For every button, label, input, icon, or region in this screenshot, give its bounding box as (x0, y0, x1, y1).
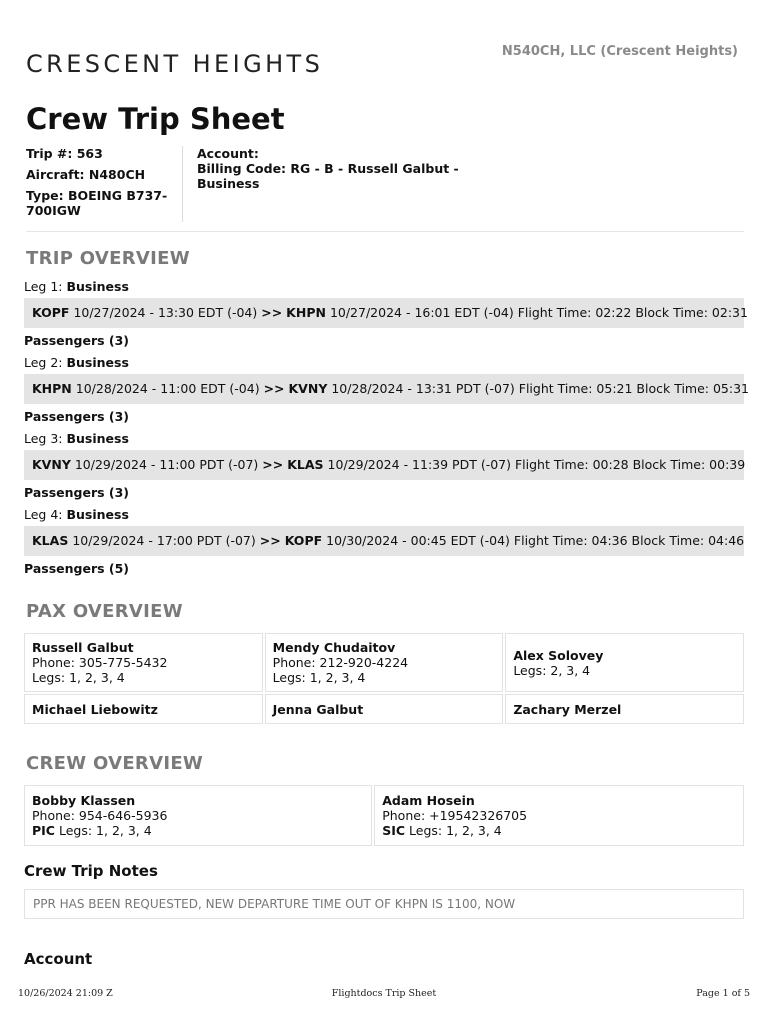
footer-title: Flightdocs Trip Sheet (331, 988, 437, 999)
leg-label: Leg 1: Business (24, 279, 129, 294)
pax-overview-title: PAX OVERVIEW (26, 601, 183, 622)
leg-label: Leg 4: Business (24, 507, 129, 522)
pax-name: Zachary Merzel (513, 701, 622, 717)
crew-overview-title: CREW OVERVIEW (26, 753, 204, 774)
pax-phone: Phone: 305-775-5432 (32, 655, 168, 670)
pax-card (24, 633, 263, 692)
leg-passengers[interactable]: Passengers (5) (24, 561, 130, 576)
pax-name: Russell Galbut (32, 640, 134, 655)
account-label: Account: (197, 146, 259, 161)
account-section-title: Account (24, 950, 93, 968)
pax-name: Michael Liebowitz (32, 701, 158, 717)
crew-card (24, 785, 372, 846)
crew-notes-title: Crew Trip Notes (24, 862, 158, 880)
crew-phone: Phone: 954-646-5936 (32, 808, 168, 823)
crew-role-legs: SIC Legs: 1, 2, 3, 4 (382, 823, 502, 838)
trip-info-block (26, 146, 744, 232)
pax-card (505, 633, 744, 692)
pax-card (505, 694, 744, 724)
trip-overview-title: TRIP OVERVIEW (26, 248, 190, 269)
billing-code: Billing Code: RG - B - Russell Galbut - Business (197, 161, 459, 191)
crew-phone: Phone: +19542326705 (382, 808, 528, 823)
pax-card (265, 694, 504, 724)
crew-card (374, 785, 744, 846)
leg-passengers[interactable]: Passengers (3) (24, 485, 130, 500)
trip-number: Trip #: 563 (26, 146, 103, 161)
aircraft-type: Type: BOEING B737- 700IGW (26, 188, 168, 218)
crew-name: Bobby Klassen (32, 793, 136, 808)
leg-route: KVNY 10/29/2024 - 11:00 PDT (-07) >> KLAS 10/29/2024 - 11:39 PDT (-07) Flight Time: 00:28 Block Time: 00:39 (24, 450, 744, 480)
pax-name: Alex Solovey (513, 647, 604, 663)
account-details (197, 146, 497, 191)
leg-label: Leg 2: Business (24, 355, 129, 370)
pax-name: Mendy Chudaitov (272, 640, 396, 655)
company-logo: CRESCENT HEIGHTS (26, 50, 324, 78)
pax-table (22, 631, 746, 726)
leg-route: KLAS 10/29/2024 - 17:00 PDT (-07) >> KOPF 10/30/2024 - 00:45 EDT (-04) Flight Time: 04:36 Block Time: 04:46 (24, 526, 744, 556)
crew-name: Adam Hosein (382, 793, 475, 808)
page-title: Crew Trip Sheet (26, 102, 285, 136)
info-divider (182, 146, 183, 222)
footer-timestamp: 10/26/2024 21:09 Z (18, 988, 113, 999)
leg-passengers[interactable]: Passengers (3) (24, 333, 130, 348)
leg-route: KHPN 10/28/2024 - 11:00 EDT (-04) >> KVNY 10/28/2024 - 13:31 PDT (-07) Flight Time: 05:21 Block Time: 05:31 (24, 374, 744, 404)
trip-details (26, 146, 182, 224)
leg-route: KOPF 10/27/2024 - 13:30 EDT (-04) >> KHPN 10/27/2024 - 16:01 EDT (-04) Flight Time: 02:22 Block Time: 02:31 (24, 298, 744, 328)
crew-table (22, 783, 746, 848)
company-name: N540CH, LLC (Crescent Heights) (501, 44, 738, 59)
pax-card (265, 633, 504, 692)
aircraft: Aircraft: N480CH (26, 167, 146, 182)
crew-notes-text: PPR HAS BEEN REQUESTED, NEW DEPARTURE TIME OUT OF KHPN IS 1100, NOW (24, 889, 744, 919)
pax-legs: Legs: 1, 2, 3, 4 (272, 670, 366, 685)
crew-role-legs: PIC Legs: 1, 2, 3, 4 (32, 823, 152, 838)
trip-overview (24, 277, 749, 581)
pax-legs: Legs: 1, 2, 3, 4 (32, 670, 125, 685)
leg-label: Leg 3: Business (24, 431, 129, 446)
pax-card (24, 694, 263, 724)
leg-passengers[interactable]: Passengers (3) (24, 409, 130, 424)
pax-name: Jenna Galbut (272, 701, 364, 717)
footer-page-number: Page 1 of 5 (696, 988, 750, 999)
pax-phone: Phone: 212-920-4224 (272, 655, 409, 670)
pax-legs: Legs: 2, 3, 4 (513, 662, 591, 678)
